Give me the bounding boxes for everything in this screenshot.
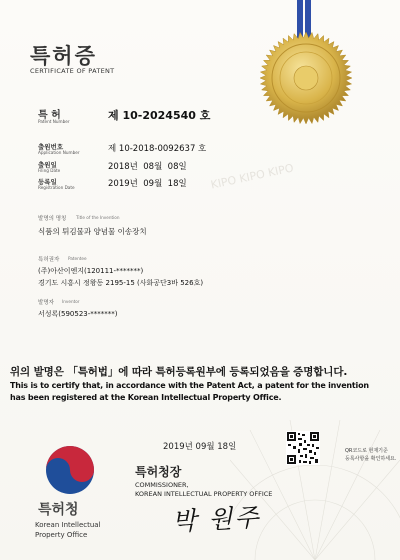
declaration-en-line2: has been registered at the Korean Intellectual Property Office.	[10, 393, 282, 402]
patentee-name: (주)아산이엔지(120111-*******)	[38, 267, 144, 275]
inventor-label: 발명자	[38, 300, 54, 306]
patent-number-label: 특 허	[38, 110, 61, 121]
office-name-en-line1: Korean Intellectual	[35, 521, 101, 529]
commissioner-signature: 박 원주	[171, 502, 262, 537]
qr-note-line2: 등록사항을 확인하세요.	[345, 456, 397, 462]
declaration-ko: 위의 발명은 「특허법」에 따라 특허등록원부에 등록되었음을 증명합니다.	[10, 366, 348, 378]
registration-date-value: 2019년 09월 18일	[108, 179, 187, 189]
invention-title-label: 발명의 명칭	[38, 216, 67, 222]
filing-date-label: 출원일	[38, 161, 57, 169]
gold-seal-icon	[258, 30, 354, 126]
qr-code-icon[interactable]	[286, 431, 320, 465]
patentee-label-en: Patentee	[68, 256, 87, 261]
invention-title-value: 식품의 튀김물과 양념물 이송장치	[38, 227, 147, 236]
certificate-title: 특허증	[30, 44, 97, 68]
patent-number-label-en: Patent Number	[38, 119, 70, 124]
qr-note-line1: QR코드로 현재기준	[345, 448, 388, 454]
inventor-name: 서성록(590523-*******)	[38, 310, 118, 318]
patent-number-value: 제 10-2024540 호	[108, 109, 211, 122]
certificate-subtitle: CERTIFICATE OF PATENT	[30, 67, 115, 75]
filing-date-label-en: Filing Date	[38, 168, 61, 173]
commissioner-title: 특허청장	[135, 465, 182, 479]
issue-date: 2019년 09월 18일	[163, 442, 237, 452]
application-number-value: 제 10-2018-0092637 호	[108, 144, 207, 154]
commissioner-title-en-line1: COMMISSIONER,	[135, 481, 189, 489]
commissioner-title-en-line2: KOREAN INTELLECTUAL PROPERTY OFFICE	[135, 490, 273, 498]
kipo-logo-icon	[44, 444, 96, 496]
application-number-label-en: Application Number	[38, 150, 80, 155]
background-watermark: KIPO KIPO KIPO	[209, 161, 295, 192]
registration-date-label: 등록일	[38, 178, 57, 186]
office-name-ko: 특허청	[38, 502, 79, 518]
office-name-en-line2: Property Office	[35, 531, 88, 539]
invention-title-label-en: Title of the Invention	[76, 215, 120, 220]
registration-date-label-en: Registration Date	[38, 185, 75, 190]
patentee-label: 특허권자	[38, 257, 60, 263]
inventor-label-en: Inventor	[62, 299, 80, 304]
declaration-en-line1: This is to certify that, in accordance with the Patent Act, a patent for the invention	[10, 381, 369, 390]
application-number-label: 출원번호	[38, 143, 64, 151]
filing-date-value: 2018년 08월 08일	[108, 162, 187, 172]
patentee-address: 경기도 시흥시 정왕동 2195-15 (사화공단3바 526호)	[38, 279, 204, 287]
